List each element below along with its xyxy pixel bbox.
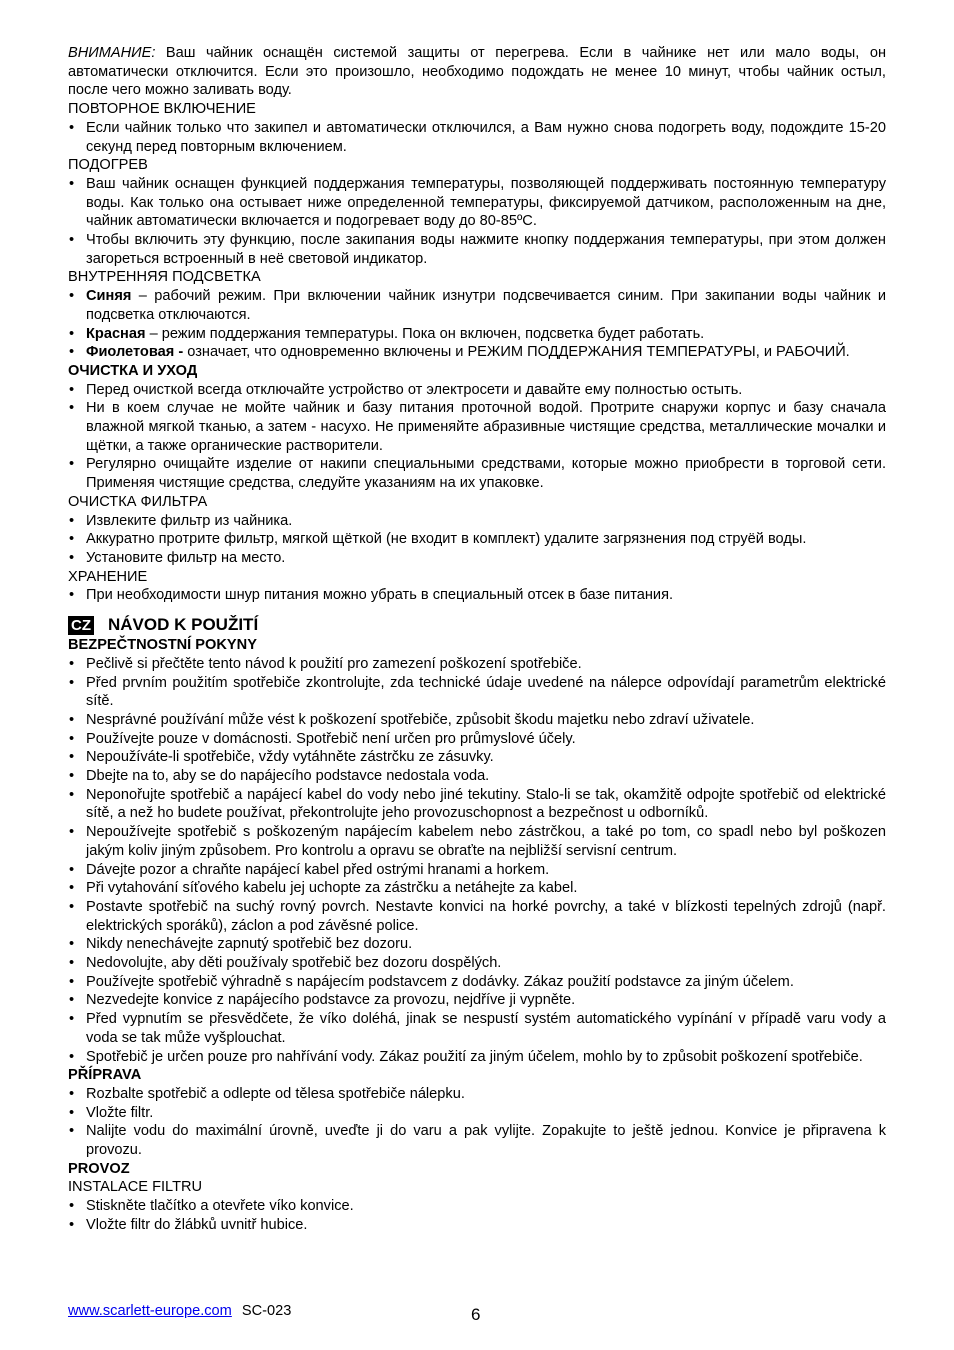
list-item: • Nikdy nenechávejte zapnutý spotřebič bez dozoru. <box>68 935 886 954</box>
list-item: • Nepoužíváte-li spotřebiče, vždy vytáhněte zástrčku ze zásuvky. <box>68 748 886 767</box>
filter-list <box>68 512 886 568</box>
operation-heading: PROVOZ <box>68 1160 130 1177</box>
list-item: • Nezvedejte konvice z napájecího podstavce za provozu, nejdříve ji vypněte. <box>68 991 886 1010</box>
cz-section-header <box>68 614 886 636</box>
list-item: • Neponořujte spotřebič a napájecí kabel do vody nebo jiné tekutiny. Stalo-li se tak, okamžitě odpojte spotřebič od elektrické sítě, a než ho budete používat, překontrolujte jeho provozuschopnost a bezpečnost u odborníků. <box>68 786 886 823</box>
list-item: • Vložte filtr. <box>68 1104 886 1123</box>
list-item <box>68 325 886 344</box>
storage-list <box>68 586 886 605</box>
clean-list <box>68 381 886 493</box>
list-item: • Před vypnutím se přesvědčete, že víko doléhá, jinak se nespustí systém automatického vypínání v případě varu vody a voda se tak může vyšplouchat. <box>68 1010 886 1047</box>
light-list <box>68 287 886 362</box>
list-item: • Перед очисткой всегда отключайте устройство от электросети и давайте ему полностью остыть. <box>68 381 886 400</box>
list-item <box>68 287 886 324</box>
restart-heading: ПОВТОРНОЕ ВКЛЮЧЕНИЕ <box>68 101 256 118</box>
safety-list <box>68 655 886 1066</box>
restart-list <box>68 119 886 156</box>
warning-label: ВНИМАНИЕ: <box>68 45 156 61</box>
storage-heading: ХРАНЕНИЕ <box>68 568 148 585</box>
list-item <box>68 343 886 362</box>
warning-paragraph <box>68 44 886 100</box>
list-item: • Ни в коем случае не мойте чайник и базу питания проточной водой. Протрите снаружи корпус и базу сначала влажной мягкой тканью, а затем - насухо. Не применяйте абразивные чистящие средства, металлические мочалки и щётки, а также органические растворители. <box>68 399 886 455</box>
page-number: 6 <box>471 1305 481 1324</box>
website-link[interactable]: www.scarlett-europe.com <box>68 1303 232 1319</box>
list-item: • Регулярно очищайте изделие от накипи специальными средствами, которые можно приобрести в торговой сети. Применяя чистящие средства, следуйте указаниям на их упаковке. <box>68 455 886 492</box>
list-item: • Установите фильтр на место. <box>68 549 886 568</box>
list-item: • Nedovolujte, aby děti používaly spotřebič bez dozoru dospělých. <box>68 954 886 973</box>
light-mode-name: Синяя <box>86 288 132 305</box>
list-item: • Nepoužívejte spotřebič s poškozeným napájecím kabelem nebo zástrčkou, a také po tom, co spadl nebo byl poškozen jakým koliv jiným způsobem. Pro kontrolu a opravu se obraťte na nejbližší servisní centrum. <box>68 823 886 860</box>
prep-heading: PŘÍPRAVA <box>68 1067 142 1084</box>
list-item: • Před prvním použitím spotřebiče zkontrolujte, zda technické údaje uvedené na nálepce odpovídají parametrům elektrické sítě. <box>68 674 886 711</box>
page-footer <box>68 1303 886 1323</box>
clean-heading: ОЧИСТКА И УХОД <box>68 362 198 379</box>
filter-heading: ОЧИСТКА ФИЛЬТРА <box>68 493 208 510</box>
warning-text: Ваш чайник оснащён системой защиты от перегрева. Если в чайнике нет или мало воды, он автоматически отключится. Если это произошло, необходимо подождать не менее 10 минут, чтобы чайник остыл, после чего можно заливать воду. <box>68 45 886 99</box>
list-item: • Pečlivě si přečtěte tento návod k použití pro zamezení poškození spotřebiče. <box>68 655 886 674</box>
list-item: • Při vytahování síťového kabelu jej uchopte za zástrčku a netáhejte za kabel. <box>68 879 886 898</box>
light-mode-text: – режим поддержания температуры. Пока он включен, подсветка будет работать. <box>145 325 705 342</box>
list-item: • Rozbalte spotřebič a odlepte od tělesa spotřebiče nálepku. <box>68 1085 886 1104</box>
heat-list <box>68 175 886 269</box>
filter-install-list <box>68 1197 886 1234</box>
list-item: • При необходимости шнур питания можно убрать в специальный отсек в базе питания. <box>68 586 886 605</box>
list-item: • Používejte pouze v domácnosti. Spotřebič není určen pro průmyslové účely. <box>68 730 886 749</box>
list-item: • Аккуратно протрите фильтр, мягкой щёткой (не входит в комплект) удалите загрязнения под струёй воды. <box>68 530 886 549</box>
heat-heading: ПОДОГРЕВ <box>68 157 148 174</box>
list-item: • Vložte filtr do žlábků uvnitř hubice. <box>68 1216 886 1235</box>
list-item: • Postavte spotřebič na suchý rovný povrch. Nestavte konvici na horké povrchy, a také v blízkosti tepelných zdrojů (např. elektrických sporáků), záclon a pod závěsné police. <box>68 898 886 935</box>
list-item: • Nesprávné používání může vést k poškození spotřebiče, způsobit škodu majetku nebo zdraví uživatele. <box>68 711 886 730</box>
prep-list <box>68 1085 886 1160</box>
list-item: • Ваш чайник оснащен функцией поддержания температуры, позволяющей поддерживать постоянную температуру воды. Как только она остывает ниже определенной температуры, фиксируемой датчиком, расположенным на дне, чайник автоматически включается и подогревает воду до 80-85ºС. <box>68 175 886 231</box>
list-item: • Spotřebič je určen pouze pro nahřívání vody. Zákaz použití za jiným účelem, mohlo by to způsobit poškození spotřebiče. <box>68 1048 886 1067</box>
safety-heading: BEZPEČTNOSTNÍ POKYNY <box>68 637 257 654</box>
list-item: • Stiskněte tlačítko a otevřete víko konvice. <box>68 1197 886 1216</box>
list-item: • Извлеките фильтр из чайника. <box>68 512 886 531</box>
light-mode-text: – рабочий режим. При включении чайник изнутри подсвечивается синим. При закипании воды чайник и подсветка отключаются. <box>86 288 886 323</box>
list-item: • Používejte spotřebič výhradně s napájecím podstavcem z dodávky. Zákaz použití podstavce za jiným účelem. <box>68 973 886 992</box>
list-item: • Если чайник только что закипел и автоматически отключился, а Вам нужно снова подогреть воду, подождите 15-20 секунд перед повторным включением. <box>68 119 886 156</box>
list-item: • Dbejte na to, aby se do napájecího podstavce nedostala voda. <box>68 767 886 786</box>
list-item: • Чтобы включить эту функцию, после закипания воды нажмите кнопку поддержания температуры, при этом должен загореться встроенный в неё световой индикатор. <box>68 231 886 268</box>
light-mode-name: Красная <box>86 325 146 342</box>
cz-title: NÁVOD K POUŽITÍ <box>108 614 259 634</box>
model-number: SC-023 <box>241 1303 292 1319</box>
light-heading: ВНУТРЕННЯЯ ПОДСВЕТКА <box>68 269 261 286</box>
list-item: • Nalijte vodu do maximální úrovně, uveďte ji do varu a pak vylijte. Zopakujte to ještě jednou. Konvice je připravena k provozu. <box>68 1122 886 1159</box>
light-mode-name: Фиолетовая - <box>86 344 184 361</box>
filter-install-heading: INSTALACE FILTRU <box>68 1179 203 1196</box>
language-badge: CZ <box>68 616 94 635</box>
list-item: • Dávejte pozor a chraňte napájecí kabel před ostrými hranami a horkem. <box>68 861 886 880</box>
light-mode-text: означает, что одновременно включены и РЕЖИМ ПОДДЕРЖАНИЯ ТЕМПЕРАТУРЫ, и РАБОЧИЙ. <box>183 344 850 361</box>
document-body <box>68 44 886 1235</box>
